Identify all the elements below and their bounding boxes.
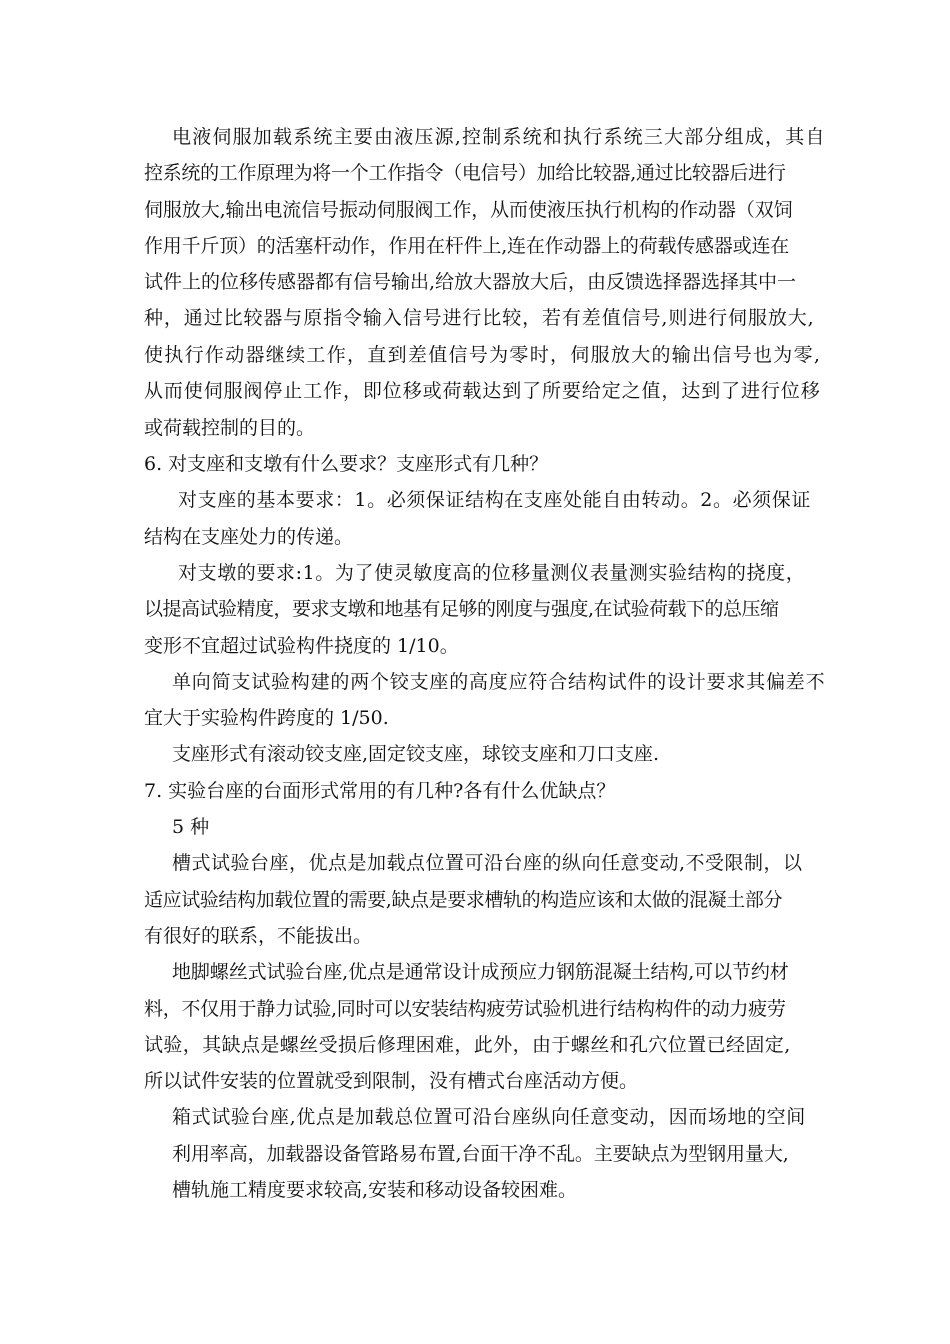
text-line-30: 槽轨施工精度要求较高,安装和移动设备较困难。 [172,1179,578,1201]
text-line-3: 伺服放大,输出电流信号振动伺服阀工作，从而使液压执行机构的作动器（双饲 [144,199,793,221]
text-line-25: 料，不仅用于静力试验,同时可以安装结构疲劳试验机进行结构构件的动力疲劳 [144,998,786,1020]
text-line-6: 种，通过比较器与原指令输入信号进行比较，若有差值信号,则进行伺服放大, [144,307,815,329]
text-line-21: 槽式试验台座，优点是加载点位置可沿台座的纵向任意变动,不受限制，以 [172,852,803,874]
question-7: 7. 实验台座的台面形式常用的有几种?各有什么优缺点？ [144,780,616,802]
text-line-20: 5 种 [172,816,210,838]
text-line-22: 适应试验结构加载位置的需要,缺点是要求槽轨的构造应该和太做的混凝土部分 [144,889,783,911]
text-line-7: 使执行作动器继续工作，直到差值信号为零时，伺服放大的输出信号也为零, [144,344,822,366]
question-6: 6. 对支座和支墩有什么要求？支座形式有几种？ [144,453,549,475]
text-line-27: 所以试件安装的位置就受到限制，没有槽式台座活动方便。 [144,1070,639,1092]
text-line-28: 箱式试验台座,优点是加载总位置可沿台座纵向任意变动，因而场地的空间 [172,1106,806,1128]
text-line-26: 试验，其缺点是螺丝受损后修理困难，此外，由于螺丝和孔穴位置已经固定, [144,1034,791,1056]
text-line-14: 以提高试验精度，要求支墩和地基有足够的刚度与强度,在试验荷载下的总压缩 [144,598,779,620]
text-line-9: 或荷载控制的目的。 [144,417,316,439]
text-line-23: 有很好的联系，不能拔出。 [144,925,373,947]
text-line-5: 试件上的位移传感器都有信号输出,给放大器放大后，由反馈选择器选择其中一 [144,271,797,293]
text-line-2: 控系统的工作原理为将一个工作指令（电信号）加给比较器,通过比较器后进行 [144,162,786,184]
text-line-29: 利用率高，加载器设备管路易布置,台面干净不乱。主要缺点为型钢用量大, [172,1143,789,1165]
text-line-11: 对支座的基本要求：1。必须保证结构在支座处能自由转动。2。必须保证 [178,489,811,511]
text-line-13: 对支墩的要求:1。为了使灵敏度高的位移量测仪表量测实验结构的挠度， [178,562,806,584]
text-line-16: 单向简支试验构建的两个铰支座的高度应符合结构试件的设计要求其偏差不 [172,671,826,693]
text-line-15: 变形不宜超过试验构件挠度的 1/10。 [144,635,459,657]
text-line-8: 从而使伺服阀停止工作，即位移或荷载达到了所要给定之值，达到了进行位移 [144,380,821,402]
text-line-18: 支座形式有滚动铰支座,固定铰支座，球铰支座和刀口支座. [172,743,660,765]
text-line-24: 地脚螺丝式试验台座,优点是通常设计成预应力钢筋混凝土结构,可以节约材 [172,961,789,983]
text-line-17: 宜大于实验构件跨度的 1/50. [144,707,389,729]
text-line-4: 作用千斤顶）的活塞杆动作，作用在杆件上,连在作动器上的荷载传感器或连在 [144,235,790,257]
text-line-12: 结构在支座处力的传递。 [144,526,354,548]
text-line-1: 电液伺服加载系统主要由液压源,控制系统和执行系统三大部分组成，其自 [172,126,826,148]
